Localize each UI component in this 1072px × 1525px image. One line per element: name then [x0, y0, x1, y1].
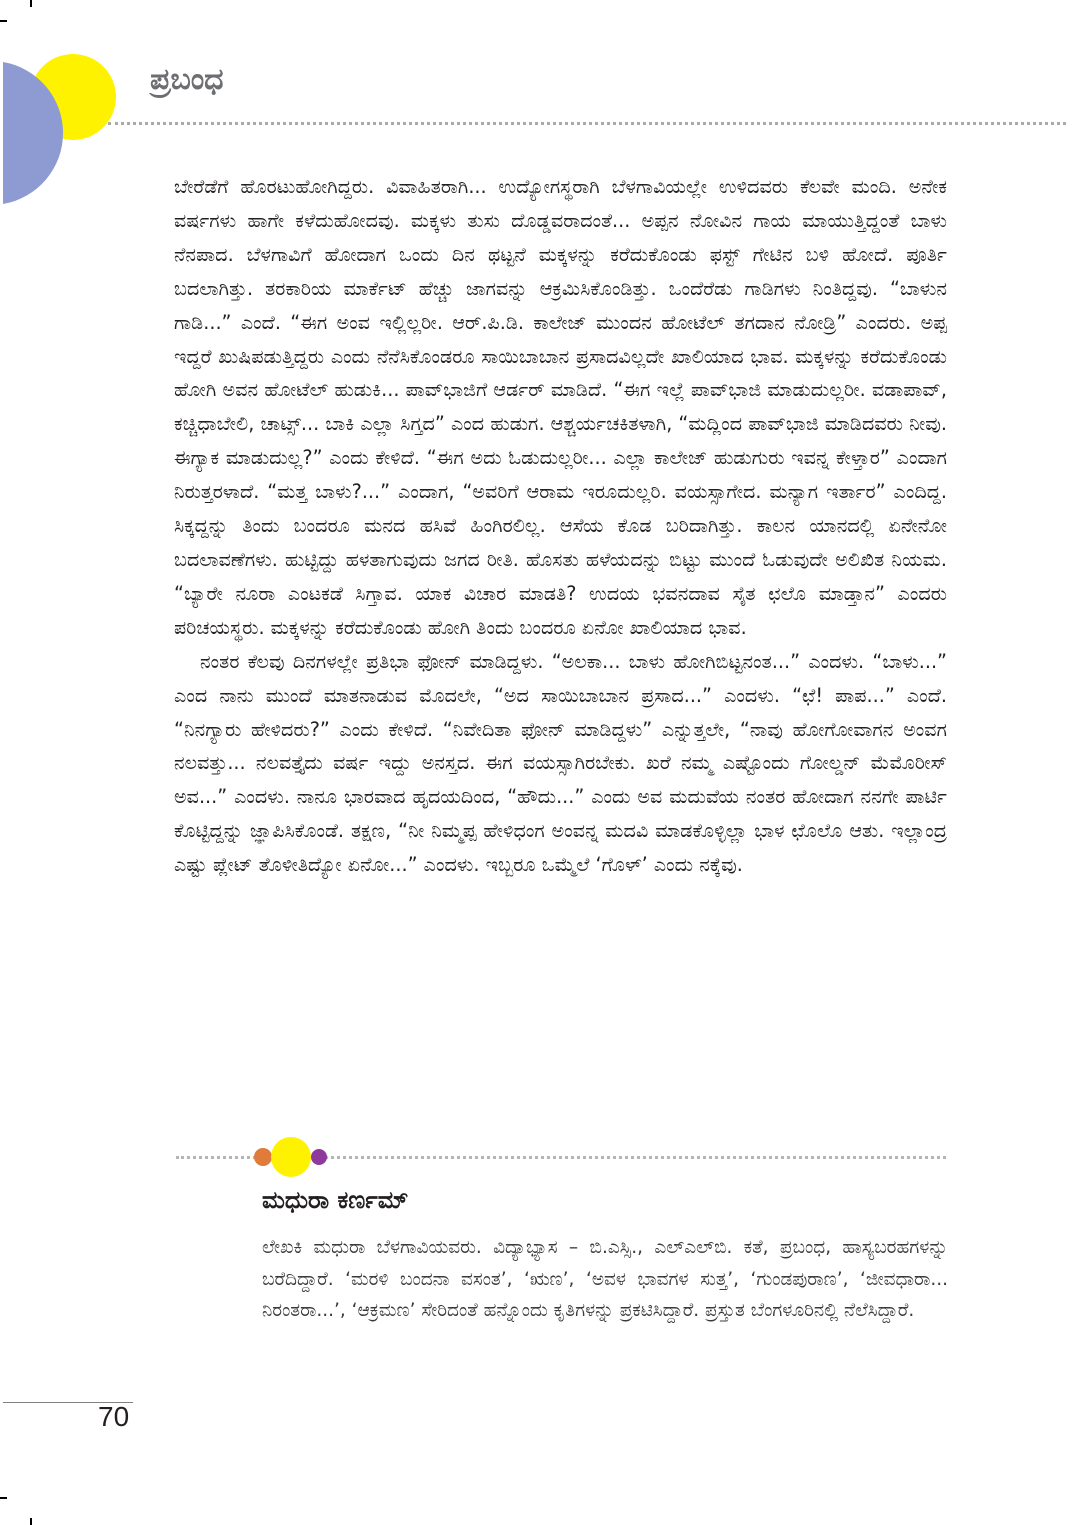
crop-mark-bottom-left	[30, 1518, 32, 1525]
body-paragraph: ಬೇರೆಡೆಗೆ ಹೊರಟುಹೋಗಿದ್ದರು. ವಿವಾಹಿತರಾಗಿ... ಉದ್ಯೋಗಸ್ಥರಾಗಿ ಬೆಳಗಾವಿಯಲ್ಲೇ ಉಳಿದವರು ಕೆಲವೇ ಮಂದಿ. ಅನೇಕ ವರ್ಷಗಳು ಹಾಗೇ ಕಳೆದುಹೋದವು. ಮಕ್ಕಳು ತುಸು ದೊಡ್ಡವರಾದಂತೆ... ಅಪ್ಪನ ನೋವಿನ ಗಾಯ ಮಾಯುತ್ತಿದ್ದಂತೆ ಬಾಳು ನೆನಪಾದ. ಬೆಳಗಾವಿಗೆ ಹೋದಾಗ ಒಂದು ದಿನ ಥಟ್ಟನೆ ಮಕ್ಕಳನ್ನು ಕರೆದುಕೊಂಡು ಫಸ್ಟ್ ಗೇಟಿನ ಬಳಿ ಹೋದೆ. ಪೂರ್ತಿ ಬದಲಾಗಿತ್ತು. ತರಕಾರಿಯ ಮಾರ್ಕೆಟ್ ಹೆಚ್ಚು ಜಾಗವನ್ನು ಆಕ್ರಮಿಸಿಕೊಂಡಿತ್ತು. ಒಂದೆರೆಡು ಗಾಡಿಗಳು ನಿಂತಿದ್ದವು. “ಬಾಳುನ ಗಾಡಿ...” ಎಂದೆ. “ಈಗ ಅಂವ ಇಲ್ಲಿಲ್ಲರೀ. ಆರ್.ಪಿ.ಡಿ. ಕಾಲೇಜ್ ಮುಂದನ ಹೋಟೆಲ್ ತಗದಾನ ನೋಡ್ರಿ” ಎಂದರು. ಅಪ್ಪ ಇದ್ದರೆ ಖುಷಿಪಡುತ್ತಿದ್ದರು ಎಂದು ನೆನೆಸಿಕೊಂಡರೂ ಸಾಯಿಬಾಬಾನ ಪ್ರಸಾದವಿಲ್ಲದೇ ಖಾಲಿಯಾದ ಭಾವ. ಮಕ್ಕಳನ್ನು ಕರೆದುಕೊಂಡು ಹೋಗಿ ಅವನ ಹೋಟೆಲ್ ಹುಡುಕಿ... ಪಾವ್‌ಭಾಜಿಗೆ ಆರ್ಡರ್ ಮಾಡಿದೆ. “ಈಗ ಇಲ್ಲೆ ಪಾವ್‌ಭಾಜಿ ಮಾಡುದುಲ್ಲರೀ. ವಡಾಪಾವ್, ಕಚ್ಚಿಧಾಬೇಲಿ, ಚಾಟ್ಸ್... ಬಾಕಿ ಎಲ್ಲಾ ಸಿಗ್ತದ” ಎಂದ ಹುಡುಗ. ಆಶ್ಚರ್ಯಚಕಿತಳಾಗಿ, “ಮದ್ಲಿಂದ ಪಾವ್‌ಭಾಜಿ ಮಾಡಿದವರು ನೀವು. ಈಗ್ಯಾಕ ಮಾಡುದುಲ್ಲ?” ಎಂದು ಕೇಳಿದೆ. “ಈಗ ಅದು ಓಡುದುಲ್ಲರೀ... ಎಲ್ಲಾ ಕಾಲೇಜ್ ಹುಡುಗುರು ಇವನ್ನ ಕೇಳ್ತಾರ” ಎಂದಾಗ ನಿರುತ್ತರಳಾದೆ. “ಮತ್ತ ಬಾಳು?...” ಎಂದಾಗ, “ಅವರಿಗೆ ಆರಾಮ ಇರೂದುಲ್ಲರಿ. ವಯಸ್ಸಾಗೇದ. ಮನ್ಯಾಗ ಇರ್ತಾರ” ಎಂದಿದ್ದ. ಸಿಕ್ಕದ್ದನ್ನು ತಿಂದು ಬಂದರೂ ಮನದ ಹಸಿವೆ ಹಿಂಗಿರಲಿಲ್ಲ. ಆಸೆಯ ಕೊಡ ಬರಿದಾಗಿತ್ತು. ಕಾಲನ ಯಾನದಲ್ಲಿ ಏನೇನೋ ಬದಲಾವಣೆಗಳು. ಹುಟ್ಟಿದ್ದು ಹಳತಾಗುವುದು ಜಗದ ರೀತಿ. ಹೊಸತು ಹಳೆಯದನ್ನು ಬಿಟ್ಟು ಮುಂದೆ ಓಡುವುದೇ ಅಲಿಖಿತ ನಿಯಮ. “ಬ್ಯಾರೇ ನೂರಾ ಎಂಟಕಡೆ ಸಿಗ್ತಾವ. ಯಾಕ ವಿಚಾರ ಮಾಡತಿ? ಉದಯ ಭವನದಾವ ಸೈತ ಛಲೊ ಮಾಡ್ತಾನ” ಎಂದರು ಪರಿಚಯಸ್ಥರು. ಮಕ್ಕಳನ್ನು ಕರೆದುಕೊಂಡು ಹೋಗಿ ತಿಂದು ಬಂದರೂ ಏನೋ ಖಾಲಿಯಾದ ಭಾವ.	[174, 175, 947, 639]
article-body	[174, 170, 947, 882]
body-paragraph: ನಂತರ ಕೆಲವು ದಿನಗಳಲ್ಲೇ ಪ್ರತಿಭಾ ಫೋನ್ ಮಾಡಿದ್ದಳು. “ಅಲಕಾ... ಬಾಳು ಹೋಗಿಬಿಟ್ಟನಂತ...” ಎಂದಳು. “ಬಾಳು...” ಎಂದ ನಾನು ಮುಂದೆ ಮಾತನಾಡುವ ಮೊದಲೇ, “ಅದ ಸಾಯಿಬಾಬಾನ ಪ್ರಸಾದ...” ಎಂದಳು. “ಛೆ! ಪಾಪ...” ಎಂದೆ. “ನಿನಗ್ಯಾರು ಹೇಳಿದರು?” ಎಂದು ಕೇಳಿದೆ. “ನಿವೇದಿತಾ ಫೋನ್ ಮಾಡಿದ್ದಳು” ಎನ್ನುತ್ತಲೇ, “ನಾವು ಹೋಗೋವಾಗನ ಅಂವಗ ನಲವತ್ತು... ನಲವತ್ತೈದು ವರ್ಷ ಇದ್ದು ಅನಸ್ತದ. ಈಗ ವಯಸ್ಸಾಗಿರಬೇಕು. ಖರೆ ನಮ್ಮ ಎಷ್ಟೊಂದು ಗೋಲ್ಡನ್ ಮೆಮೊರೀಸ್ ಅವ...” ಎಂದಳು. ನಾನೂ ಭಾರವಾದ ಹೃದಯದಿಂದ, “ಹೌದು...” ಎಂದು ಅವ ಮದುವೆಯ ನಂತರ ಹೋದಾಗ ನನಗೇ ಪಾರ್ಟಿ ಕೊಟ್ಟಿದ್ದನ್ನು ಜ್ಞಾಪಿಸಿಕೊಂಡೆ. ತಕ್ಷಣ, “ನೀ ನಿಮ್ಮಪ್ಪ ಹೇಳಿಧಂಗ ಅಂವನ್ನ ಮದವಿ ಮಾಡಕೊಳ್ಳಿಲ್ಲಾ ಭಾಳ ಛೊಲೊ ಆತು. ಇಲ್ಲಾಂದ್ರ ಎಷ್ಟು ಪ್ಲೇಟ್ ತೊಳೀತಿದ್ಯೋ ಏನೋ...” ಎಂದಳು. ಇಬ್ಬರೂ ಒಮ್ಮೆಲೆ ‘ಗೊಳ್’ ಎಂದು ನಕ್ಕೆವು.	[174, 649, 947, 877]
crop-mark-bottom-left-side	[0, 1497, 7, 1499]
author-bio: ಲೇಖಕಿ ಮಧುರಾ ಬೆಳಗಾವಿಯವರು. ವಿದ್ಯಾಭ್ಯಾಸ – ಬಿ.ಎಸ್ಸಿ., ಎಲ್‌ಎಲ್‌ಬಿ. ಕತೆ, ಪ್ರಬಂಧ, ಹಾಸ್ಯಬರಹಗಳನ್ನು ಬರೆದಿದ್ದಾರೆ. ‘ಮರಳಿ ಬಂದನಾ ವಸಂತ’, ‘ಋಣ’, ‘ಅವಳ ಭಾವಗಳ ಸುತ್ತ’, ‘ಗುಂಡಪುರಾಣ’, ‘ಜೀವಧಾರಾ... ನಿರಂತರಾ...’, ‘ಆಕ್ರಮಣ’ ಸೇರಿದಂತೆ ಹನ್ನೊಂದು ಕೃತಿಗಳನ್ನು ಪ್ರಕಟಿಸಿದ್ದಾರೆ. ಪ್ರಸ್ತುತ ಬೆಂಗಳೂರಿನಲ್ಲಿ ನೆಲೆಸಿದ್ದಾರೆ.	[262, 1237, 948, 1321]
author-name: ಮಧುರಾ ಕರ್ಣಮ್	[262, 1186, 409, 1214]
divider-dots	[250, 1135, 330, 1179]
header-dotted-divider	[108, 122, 1066, 125]
purple-dot-decoration	[311, 1149, 327, 1165]
yellow-dot-decoration	[271, 1137, 311, 1177]
header-decoration	[0, 0, 125, 210]
page-number: 70	[98, 1401, 130, 1432]
orange-dot-decoration	[254, 1148, 272, 1166]
section-title: ಪ್ರಬಂಧ	[150, 62, 224, 97]
